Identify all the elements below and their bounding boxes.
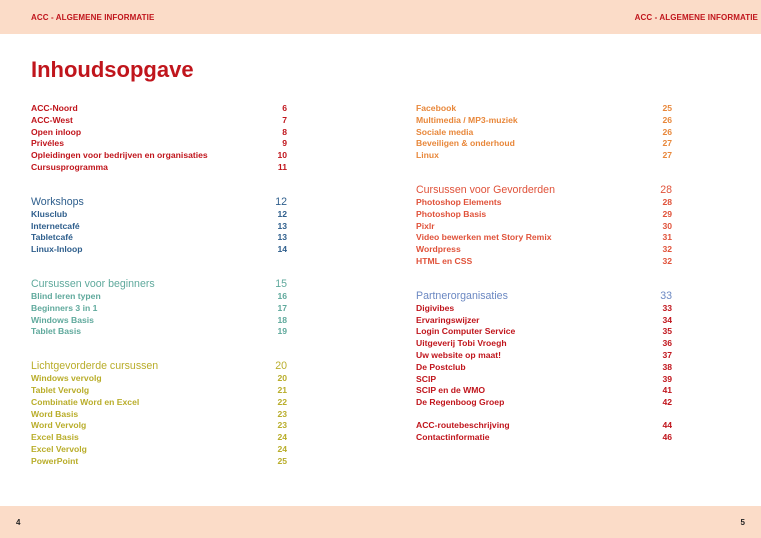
toc-entry[interactable]	[31, 162, 287, 174]
toc-entry-page: 32	[662, 244, 672, 255]
toc-entry-page: 25	[662, 103, 672, 113]
toc-entry-page: 27	[662, 150, 672, 161]
toc-entry-page: 19	[277, 326, 287, 337]
toc-spacer	[31, 349, 287, 359]
toc-entry-label: Tabletcafé	[31, 232, 73, 243]
toc-entry[interactable]	[416, 232, 672, 244]
toc-entry-page: 24	[277, 432, 287, 443]
toc-entry[interactable]	[416, 303, 672, 315]
toc-entry-page: 22	[277, 396, 287, 407]
toc-entry-page: 46	[662, 431, 672, 442]
toc-spacer	[31, 185, 287, 195]
toc-entry-label: Cursusprogramma	[31, 161, 108, 172]
toc-entry-page: 17	[277, 302, 287, 313]
toc-spacer	[31, 267, 287, 277]
toc-entry-page: 8	[282, 126, 287, 137]
toc-entry[interactable]	[31, 127, 287, 139]
toc-entry-page: 7	[282, 114, 287, 125]
toc-entry-page: 23	[277, 408, 287, 419]
toc-entry-label: ACC-Noord	[31, 103, 78, 113]
toc-entry[interactable]	[31, 444, 287, 456]
toc-section-page: 33	[660, 289, 672, 302]
toc-entry[interactable]	[416, 432, 672, 444]
toc-entry-page: 13	[277, 220, 287, 231]
toc-left-column	[31, 103, 287, 468]
toc-entry-label: Wordpress	[416, 244, 461, 255]
toc-entry-page: 6	[282, 103, 287, 113]
toc-section-title: Cursussen voor beginners	[31, 277, 155, 290]
toc-entry-label: Windows Basis	[31, 314, 94, 325]
toc-entry-page: 34	[662, 314, 672, 325]
toc-entry-page: 30	[662, 220, 672, 231]
toc-entry-page: 29	[662, 208, 672, 219]
toc-entry-label: Linux	[416, 150, 439, 161]
toc-entry[interactable]	[416, 326, 672, 338]
toc-entry-page: 13	[277, 232, 287, 243]
toc-entry[interactable]	[416, 115, 672, 127]
toc-entry-label: Excel Vervolg	[31, 443, 87, 454]
toc-entry-label: Internetcafé	[31, 220, 80, 231]
toc-entry-page: 21	[277, 384, 287, 395]
toc-entry[interactable]	[416, 150, 672, 162]
toc-entry[interactable]	[31, 385, 287, 397]
toc-entry-page: 44	[662, 419, 672, 430]
toc-entry-label: Uw website op maat!	[416, 349, 501, 360]
toc-entry[interactable]	[416, 138, 672, 150]
toc-entry-label: Excel Basis	[31, 432, 79, 443]
toc-spacer	[416, 173, 672, 183]
toc-entry-label: Tablet Basis	[31, 326, 81, 337]
toc-entry-page: 31	[662, 232, 672, 243]
toc-right-column	[416, 103, 672, 444]
toc-spacer	[416, 279, 672, 289]
toc-section-heading[interactable]	[416, 183, 672, 197]
toc-entry-page: 9	[282, 138, 287, 149]
toc-entry-label: Multimedia / MP3-muziek	[416, 114, 518, 125]
toc-entry-label: Opleidingen voor bedrijven en organisaties	[31, 150, 208, 161]
toc-entry[interactable]	[31, 138, 287, 150]
toc-entry[interactable]	[31, 456, 287, 468]
toc-entry[interactable]	[416, 385, 672, 397]
toc-entry-label: Uitgeverij Tobi Vroegh	[416, 338, 507, 349]
toc-entry[interactable]	[416, 350, 672, 362]
toc-entry-page: 11	[277, 161, 287, 172]
toc-section-page: 12	[275, 195, 287, 208]
footer-band	[0, 506, 761, 538]
toc-entry[interactable]	[31, 232, 287, 244]
toc-entry-page: 27	[662, 138, 672, 149]
toc-spacer	[31, 338, 287, 349]
toc-entry-page: 28	[662, 196, 672, 207]
toc-entry[interactable]	[416, 244, 672, 256]
toc-entry-page: 39	[662, 373, 672, 384]
toc-entry[interactable]	[416, 362, 672, 374]
toc-entry-label: Blind leren typen	[31, 290, 101, 301]
toc-entry-label: HTML en CSS	[416, 255, 473, 266]
toc-entry-label: Facebook	[416, 103, 457, 113]
toc-entry[interactable]	[31, 303, 287, 315]
toc-entry-label: De Regenboog Groep	[416, 397, 505, 408]
toc-entry-label: Linux-Inloop	[31, 244, 83, 255]
toc-entry[interactable]	[31, 150, 287, 162]
page-title: Inhoudsopgave	[31, 57, 194, 82]
toc-section-page: 28	[660, 183, 672, 196]
toc-entry-label: Beveiligen & onderhoud	[416, 138, 515, 149]
toc-entry[interactable]	[31, 397, 287, 409]
toc-entry-label: Klusclub	[31, 208, 68, 219]
toc-entry-label: De Postclub	[416, 361, 466, 372]
toc-entry[interactable]	[31, 115, 287, 127]
toc-section-title: Lichtgevorderde cursussen	[31, 360, 159, 373]
toc-entry[interactable]	[31, 373, 287, 385]
toc-entry[interactable]	[31, 420, 287, 432]
toc-entry-page: 35	[662, 326, 672, 337]
toc-entry[interactable]	[416, 221, 672, 233]
toc-entry-page: 23	[277, 420, 287, 431]
toc-entry-page: 26	[662, 126, 672, 137]
toc-entry-page: 42	[662, 397, 672, 408]
toc-entry[interactable]	[31, 244, 287, 256]
toc-entry-label: Video bewerken met Story Remix	[416, 232, 552, 243]
toc-entry-page: 33	[662, 302, 672, 313]
toc-entry[interactable]	[31, 315, 287, 327]
toc-entry[interactable]	[416, 127, 672, 139]
toc-entry-label: Beginners 3 in 1	[31, 302, 98, 313]
toc-section-page: 15	[275, 277, 287, 290]
toc-entry[interactable]	[416, 374, 672, 386]
toc-entry-page: 37	[662, 349, 672, 360]
toc-section-title: Cursussen voor Gevorderden	[416, 183, 555, 196]
toc-entry[interactable]	[31, 291, 287, 303]
toc-entry-label: Photoshop Basis	[416, 208, 487, 219]
toc-entry[interactable]	[416, 209, 672, 221]
toc-entry-page: 36	[662, 338, 672, 349]
toc-entry-label: Contactinformatie	[416, 431, 490, 442]
toc-entry-page: 16	[277, 290, 287, 301]
toc-spacer	[416, 409, 672, 420]
page-number-left: 4	[16, 518, 21, 527]
toc-section-heading[interactable]	[31, 195, 287, 209]
toc-entry-label: Digivibes	[416, 302, 455, 313]
toc-entry-label: ACC-West	[31, 114, 73, 125]
toc-spacer	[31, 174, 287, 185]
toc-entry-label: ACC-routebeschrijving	[416, 419, 510, 430]
toc-entry[interactable]	[31, 409, 287, 421]
toc-section-page: 20	[275, 360, 287, 373]
toc-entry-page: 38	[662, 361, 672, 372]
toc-entry-page: 18	[277, 314, 287, 325]
toc-spacer	[31, 256, 287, 267]
page-number-right: 5	[740, 518, 745, 527]
toc-entry-label: Privéles	[31, 138, 64, 149]
toc-entry[interactable]	[416, 197, 672, 209]
toc-section-heading[interactable]	[416, 289, 672, 303]
toc-entry[interactable]	[416, 103, 672, 115]
running-header-left: ACC - ALGEMENE INFORMATIE	[31, 13, 155, 22]
toc-entry-page: 32	[662, 255, 672, 266]
toc-entry-label: Open inloop	[31, 126, 82, 137]
toc-entry-page: 20	[277, 373, 287, 384]
toc-entry-page: 14	[277, 244, 287, 255]
toc-spacer	[416, 162, 672, 173]
toc-entry[interactable]	[31, 221, 287, 233]
toc-entry-page: 12	[277, 208, 287, 219]
toc-section-heading[interactable]	[31, 277, 287, 291]
toc-entry[interactable]	[416, 338, 672, 350]
toc-entry-page: 24	[277, 443, 287, 454]
toc-entry-label: Word Basis	[31, 408, 79, 419]
toc-entry-label: SCIP	[416, 373, 437, 384]
toc-entry[interactable]	[416, 315, 672, 327]
running-header-right: ACC - ALGEMENE INFORMATIE	[634, 13, 758, 22]
toc-section-title: Workshops	[31, 195, 84, 208]
toc-entry-page: 26	[662, 114, 672, 125]
toc-entry[interactable]	[416, 397, 672, 409]
toc-entry-label: Photoshop Elements	[416, 196, 502, 207]
toc-entry-page: 41	[662, 385, 672, 396]
toc-entry[interactable]	[31, 432, 287, 444]
toc-entry[interactable]	[31, 326, 287, 338]
toc-entry-label: Word Vervolg	[31, 420, 87, 431]
toc-entry[interactable]	[31, 103, 287, 115]
toc-entry-page: 10	[277, 150, 287, 161]
toc-section-title: Partnerorganisaties	[416, 289, 508, 302]
toc-entry-label: Tablet Vervolg	[31, 384, 90, 395]
toc-entry-label: Login Computer Service	[416, 326, 516, 337]
toc-entry[interactable]	[416, 256, 672, 268]
toc-entry-page: 25	[277, 455, 287, 466]
toc-entry-label: Ervaringswijzer	[416, 314, 480, 325]
toc-entry-label: Windows vervolg	[31, 373, 102, 384]
toc-spacer	[416, 268, 672, 279]
toc-entry-label: Pixlr	[416, 220, 435, 231]
toc-section-heading[interactable]	[31, 359, 287, 373]
toc-entry-label: Combinatie Word en Excel	[31, 396, 140, 407]
toc-entry-label: Sociale media	[416, 126, 474, 137]
toc-entry-label: PowerPoint	[31, 455, 79, 466]
toc-entry-label: SCIP en de WMO	[416, 385, 486, 396]
toc-entry[interactable]	[416, 420, 672, 432]
toc-entry[interactable]	[31, 209, 287, 221]
